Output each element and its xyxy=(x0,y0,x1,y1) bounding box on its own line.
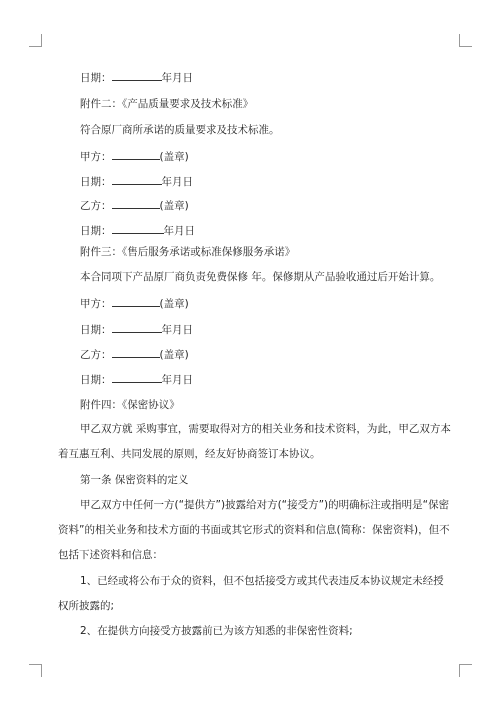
clause-1-text-2: 权所披露的; xyxy=(58,600,115,612)
annex-two-text: 符合原厂商所承诺的质量要求及技术标准。 xyxy=(80,124,280,136)
line-date-3: 日期： 年月日 xyxy=(80,225,195,237)
annex-two-title: 附件二：《产品质量要求及技术标准》 xyxy=(80,98,254,110)
article-one-title: 第一条 保密资料的定义 xyxy=(80,474,189,486)
annex-four-title: 附件四：《保密协议》 xyxy=(80,399,180,411)
blank-field xyxy=(112,347,160,358)
clause-1-text-1: 1、已经或将公布于众的资料，但不包括接受方或其代表违反本协议规定未经授 xyxy=(80,575,444,587)
paragraph-intro-2: 着互惠互利、共同发展的原则，经友好协商签订本协议。 xyxy=(58,448,321,460)
crop-mark-bottom-left xyxy=(29,664,42,677)
blank-field xyxy=(112,296,160,307)
line-date-4: 日期： 年月日 xyxy=(80,324,193,336)
line-date-2: 日期： 年月日 xyxy=(80,176,193,188)
line-party-a-2: 甲方： (盖章) xyxy=(80,298,189,310)
crop-mark-top-right xyxy=(459,34,472,47)
line-party-a-1: 甲方： (盖章) xyxy=(80,151,189,163)
annex-three-title: 附件三：《售后服务承诺或标准保修服务承诺》 xyxy=(80,246,296,258)
blank-field xyxy=(112,223,164,234)
article-one-text-2: 资料”的相关业务和技术方面的书面或其它形式的资料和信息(简称：保密资料)，但不 xyxy=(58,524,450,536)
blank-field xyxy=(112,174,162,185)
line-date-5: 日期： 年月日 xyxy=(80,374,193,386)
clause-2-text: 2、在提供方向接受方披露前已为该方知悉的非保密性资料; xyxy=(80,625,353,637)
blank-field xyxy=(112,372,162,383)
line-date-1: 日期： 年月日 xyxy=(80,72,193,84)
line-party-b-1: 乙方： (盖章) xyxy=(80,200,189,212)
article-one-text-3: 包括下述资料和信息： xyxy=(58,549,163,561)
blank-field xyxy=(112,149,160,160)
crop-mark-bottom-right xyxy=(459,664,472,677)
crop-mark-top-left xyxy=(29,34,42,47)
blank-field xyxy=(112,70,162,81)
line-party-b-2: 乙方： (盖章) xyxy=(80,349,189,361)
article-one-text-1: 甲乙双方中任何一方(“提供方”)披露给对方(“接受方”)的明确标注或指明是“保密 xyxy=(80,499,450,511)
blank-field xyxy=(112,322,162,333)
annex-three-text: 本合同项下产品原厂商负责免费保修 年。保修期从产品验收通过后开始计算。 xyxy=(80,271,441,283)
paragraph-intro-1: 甲乙双方就 采购事宜，需要取得对方的相关业务和技术资料，为此，甲乙双方本 xyxy=(80,423,451,435)
blank-field xyxy=(112,198,160,209)
